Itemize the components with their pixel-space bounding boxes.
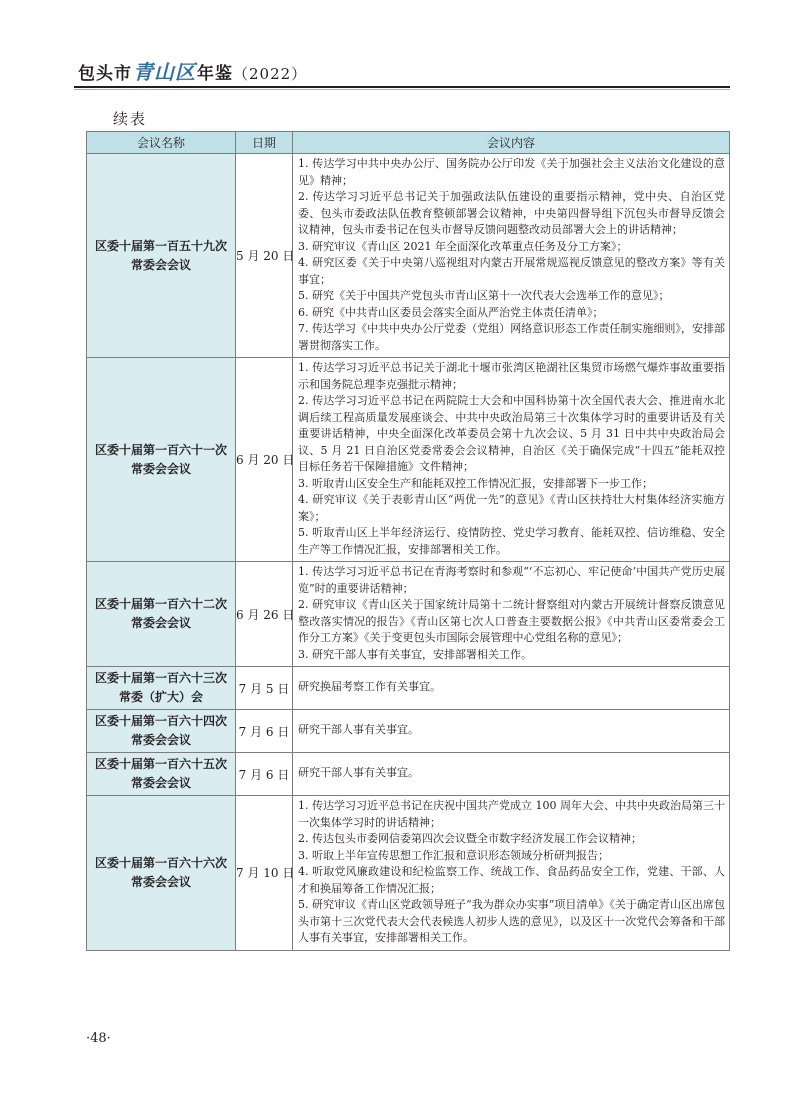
table-header-row — [87, 132, 730, 154]
content-item: 7. 传达学习《中共中央办公厅党委（党组）网络意识形态工作责任制实施细则》，安排部署贯彻落实工作。 — [298, 322, 725, 352]
meeting-content — [293, 710, 730, 753]
meeting-content — [293, 753, 730, 796]
table-row — [87, 753, 730, 796]
meetings-table — [86, 131, 730, 951]
table-row — [87, 562, 730, 667]
content-item: 3. 听取上半年宣传思想工作汇报和意识形态领域分析研判报告； — [298, 848, 609, 862]
content-item: 1. 传达学习习近平总书记在庆祝中国共产党成立 100 周年大会、中共中央政治局第三十一次集体学习时的讲话精神； — [298, 799, 725, 829]
content-item: 4. 研究审议《关于表彰青山区“两优一先”的意见》《青山区扶持壮大村集体经济实施方案》； — [298, 493, 725, 523]
meeting-name: 区委十届第一百六十三次 常委（扩大）会 — [87, 667, 236, 710]
meeting-date: 7 月 6 日 — [236, 753, 293, 796]
meeting-name: 区委十届第一百六十五次 常委会会议 — [87, 753, 236, 796]
content-item: 3. 研究审议《青山区 2021 年全面深化改革重点任务及分工方案》； — [298, 239, 628, 253]
header-year: （2022） — [233, 65, 308, 83]
content-item: 1. 传达学习习近平总书记在青海考察时和参观“‘不忘初心、牢记使命’中国共产党历史展览”时的重要讲话精神； — [298, 565, 725, 595]
meeting-content — [293, 154, 730, 358]
meeting-date: 7 月 5 日 — [236, 667, 293, 710]
page-number: ·48· — [86, 1031, 111, 1046]
meeting-name: 区委十届第一百六十一次 常委会会议 — [87, 358, 236, 562]
running-header — [78, 56, 307, 85]
meeting-date: 7 月 10 日 — [236, 796, 293, 951]
content-item: 5. 研究《关于中国共产党包头市青山区第十一次代表大会选举工作的意见》； — [298, 289, 670, 302]
header-prefix: 包头市 — [78, 64, 132, 84]
content-item: 2. 传达学习习近平总书记关于加强政法队伍建设的重要指示精神，党中央、自治区党委、包头市委政法队伍教育整顿部署会议精神，中央第四督导组下沉包头市督导反馈会议精神，包头市委书记在包头市督导反馈问题整改动员部署大会上的讲话精神； — [298, 190, 725, 236]
content-item: 2. 传达包头市委网信委第四次会议暨全市数字经济发展工作会议精神； — [298, 832, 642, 845]
meeting-content — [293, 796, 730, 951]
table-row — [87, 796, 730, 951]
content-item: 3. 听取青山区安全生产和能耗双控工作情况汇报，安排部署下一步工作； — [298, 476, 653, 490]
content-item: 1. 传达学习中共中央办公厅、国务院办公厅印发《关于加强社会主义法治文化建设的意见》精神； — [298, 157, 725, 187]
table-row — [87, 154, 730, 358]
header-accent-rule — [74, 89, 730, 90]
content-item: 4. 研究区委《关于中央第八巡视组对内蒙古开展常规巡视反馈意见的整改方案》等有关事宜； — [298, 256, 725, 286]
table-row — [87, 667, 730, 710]
meeting-name: 区委十届第一百五十九次 常委会会议 — [87, 154, 236, 358]
column-header-name: 会议名称 — [87, 132, 236, 154]
meeting-content — [293, 358, 730, 562]
content-item: 研究干部人事有关事宜。 — [298, 723, 419, 737]
header-brand: 青山区 — [133, 60, 196, 84]
content-item: 6. 研究《中共青山区委员会落实全面从严治党主体责任清单》； — [298, 305, 604, 319]
column-header-content: 会议内容 — [293, 132, 730, 154]
continuation-label: 续表 — [113, 110, 148, 128]
meeting-content — [293, 562, 730, 667]
content-item: 3. 研究干部人事有关事宜，安排部署相关工作。 — [298, 647, 532, 661]
table-row — [87, 358, 730, 562]
header-suffix: 年鉴 — [197, 64, 233, 84]
content-item: 研究换届考察工作有关事宜。 — [298, 680, 441, 694]
meeting-date: 5 月 20 日 — [236, 154, 293, 358]
meeting-date: 6 月 26 日 — [236, 562, 293, 667]
content-item: 5. 听取青山区上半年经济运行、疫情防控、党史学习教育、能耗双控、信访维稳、安全生产等工作情况汇报，安排部署相关工作。 — [298, 526, 725, 556]
content-item: 1. 传达学习习近平总书记关于湖北十堰市张湾区艳湖社区集贸市场燃气爆炸事故重要指示和国务院总理李克强批示精神； — [298, 361, 725, 391]
content-item: 研究干部人事有关事宜。 — [298, 766, 419, 780]
table-row — [87, 710, 730, 753]
column-header-date: 日期 — [236, 132, 293, 154]
meeting-name: 区委十届第一百六十六次 常委会会议 — [87, 796, 236, 951]
meeting-date: 6 月 20 日 — [236, 358, 293, 562]
content-item: 5. 研究审议《青山区党政领导班子“我为群众办实事”项目清单》《关于确定青山区出席包头市第十三次党代表大会代表候选人初步人选的意见》，以及区十一次党代会筹备和干部人事有关事宜，安排部署相关工作。 — [298, 898, 725, 944]
content-item: 4. 听取党风廉政建设和纪检监察工作、统战工作、食品药品安全工作，党建、干部、人才和换届筹备工作情况汇报； — [298, 865, 725, 895]
meeting-name: 区委十届第一百六十四次 常委会会议 — [87, 710, 236, 753]
header-rule — [74, 86, 730, 88]
meeting-date: 7 月 6 日 — [236, 710, 293, 753]
content-item: 2. 研究审议《青山区关于国家统计局第十二统计督察组对内蒙古开展统计督察反馈意见整改落实情况的报告》《青山区第七次人口普查主要数据公报》《中共青山区委常委会工作分工方案》《关于变更包头市国际会展管理中心党组名称的意见》； — [298, 598, 725, 644]
meeting-content — [293, 667, 730, 710]
content-item: 2. 传达学习习近平总书记在两院院士大会和中国科协第十次全国代表大会、推进南水北调后续工程高质量发展座谈会、中共中央政治局第三十次集体学习时的重要讲话及有关重要讲话精神，中央全面深化改革委员会第十九次会议、5 月 31 日中共中央政治局会议、5 月 21 日自治区党委常委会会议精神，自治区《关于确保完成“十四五”能耗双控目标任务若干保障措施》文件精神； — [298, 394, 725, 473]
meeting-name: 区委十届第一百六十二次 常委会会议 — [87, 562, 236, 667]
